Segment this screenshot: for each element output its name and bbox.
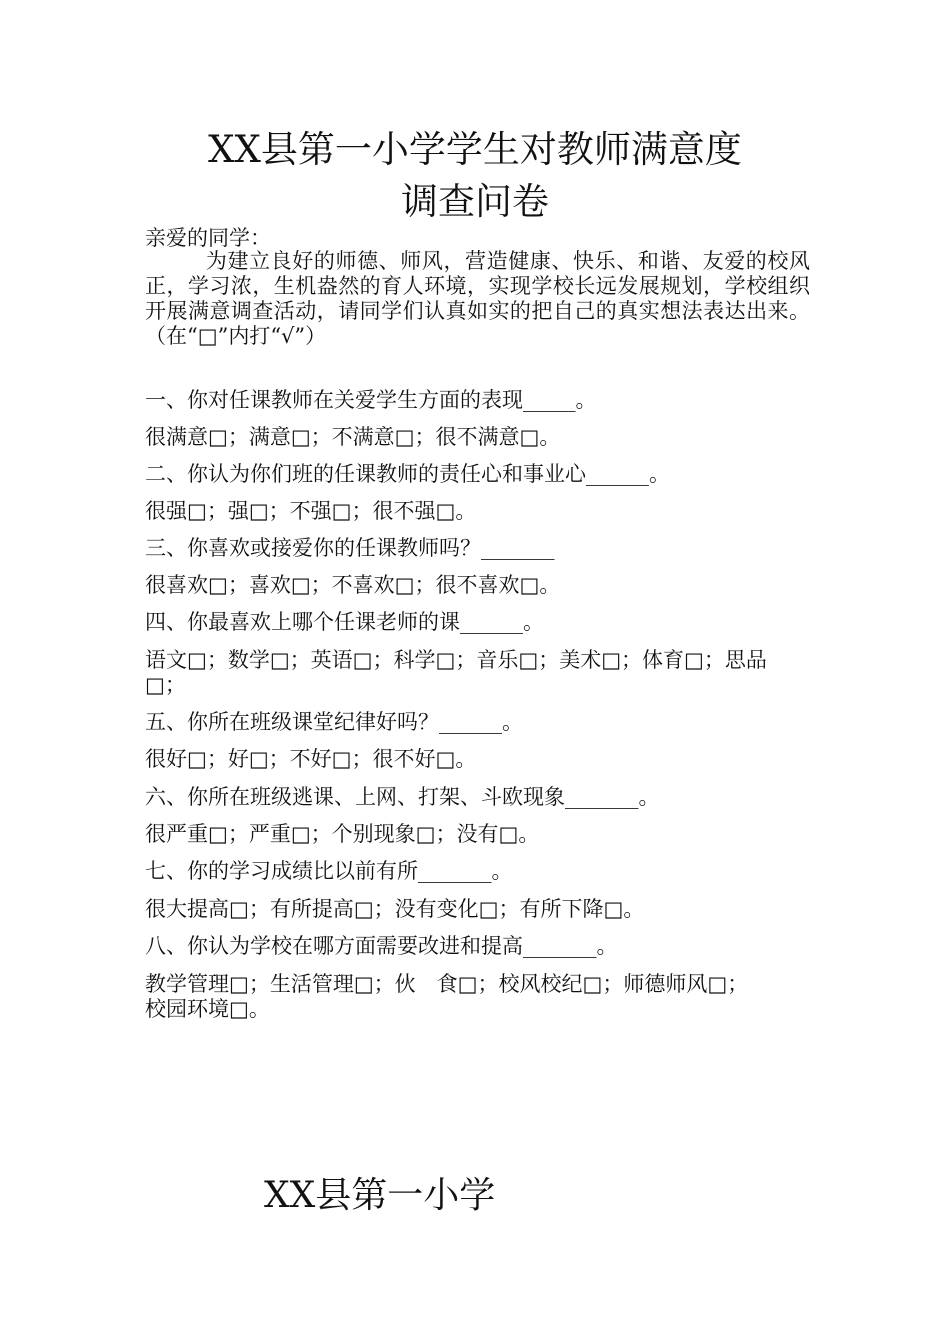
question-1: 一、你对任课教师在关爱学生方面的表现_____。 — [145, 388, 597, 412]
page-subtitle: 调查问卷 — [401, 180, 549, 223]
question-6: 六、你所在班级逃课、上网、打架、斗欧现象_______。 — [145, 785, 660, 809]
question-1-options: 很满意□；满意□；不满意□；很不满意□。 — [145, 425, 561, 449]
question-5-options: 很好□；好□；不好□；很不好□。 — [145, 747, 477, 771]
question-5: 五、你所在班级课堂纪律好吗？______。 — [145, 710, 523, 734]
greeting: 亲爱的同学： — [145, 226, 271, 250]
question-4-options-cont: □； — [145, 673, 186, 697]
question-8: 八、你认为学校在哪方面需要改进和提高_______。 — [145, 934, 618, 958]
question-8-options: 教学管理□；生活管理□；伙 食□；校风校纪□；师德师风□； — [145, 972, 749, 996]
page-title: XX县第一小学学生对教师满意度 — [208, 128, 742, 171]
question-7-options: 很大提高□；有所提高□；没有变化□；有所下降□。 — [145, 897, 645, 921]
question-8-options-cont: 校园环境□。 — [145, 997, 270, 1021]
question-3-options: 很喜欢□；喜欢□；不喜欢□；很不喜欢□。 — [145, 573, 561, 597]
question-6-options: 很严重□；严重□；个别现象□；没有□。 — [145, 822, 540, 846]
question-4-options: 语文□；数学□；英语□；科学□；音乐□；美术□；体育□；思品 — [145, 648, 767, 672]
question-2: 二、你认为你们班的任课教师的责任心和事业心______。 — [145, 462, 670, 486]
question-3: 三、你喜欢或接爱你的任课教师吗？_______ — [145, 536, 555, 560]
school-signature: XX县第一小学 — [264, 1175, 496, 1216]
question-7: 七、你的学习成绩比以前有所_______。 — [145, 859, 513, 883]
question-4: 四、你最喜欢上哪个任课老师的课______。 — [145, 610, 544, 634]
intro-paragraph: 为建立良好的师德、师风，营造健康、快乐、和谐、友爱的校风正，学习浓，生机盎然的育人环境，实现学校长远发展规划，学校组织开展满意调查活动，请同学们认真如实的把自己的真实想法表达出来。（在“□”内打“√”） — [145, 249, 810, 348]
question-2-options: 很强□；强□；不强□；很不强□。 — [145, 499, 477, 523]
